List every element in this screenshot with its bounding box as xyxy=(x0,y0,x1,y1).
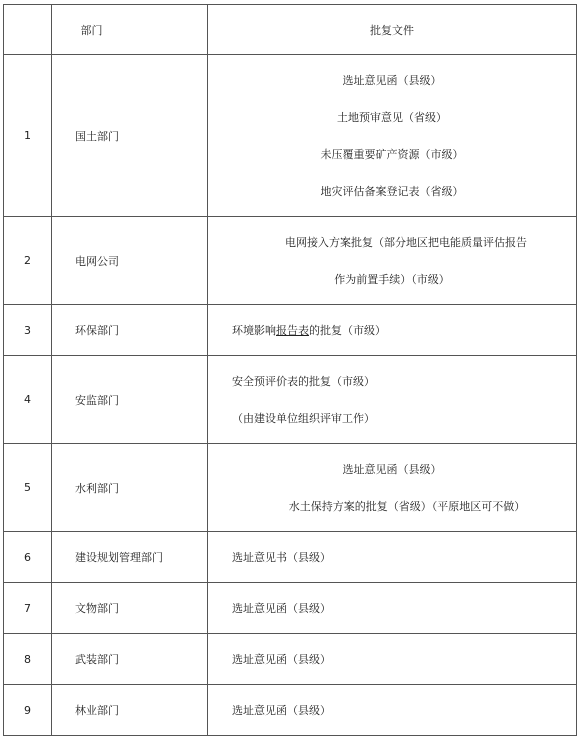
row-docs xyxy=(208,634,577,685)
doc-line: 安全预评价表的批复（市级） xyxy=(232,374,375,388)
row-docs xyxy=(208,583,577,634)
report-form-link[interactable]: 报告表 xyxy=(276,323,309,337)
row-num: 1 xyxy=(4,55,52,217)
table-row xyxy=(4,532,577,583)
doc-line: 选址意见函（县级） xyxy=(232,652,331,666)
doc-line xyxy=(208,312,576,349)
row-docs xyxy=(208,444,577,532)
table-row xyxy=(4,685,577,736)
row-docs xyxy=(208,217,577,305)
row-docs xyxy=(208,685,577,736)
row-dept: 国土部门 xyxy=(52,55,208,217)
row-num: 8 xyxy=(4,634,52,685)
table-row xyxy=(4,634,577,685)
row-dept: 武装部门 xyxy=(52,634,208,685)
table-row xyxy=(4,583,577,634)
row-num: 9 xyxy=(4,685,52,736)
header-num xyxy=(4,5,52,55)
row-dept: 安监部门 xyxy=(52,356,208,444)
row-dept: 环保部门 xyxy=(52,305,208,356)
row-num: 5 xyxy=(4,444,52,532)
table-row xyxy=(4,217,577,305)
row-docs xyxy=(208,55,577,217)
doc-line: 选址意见函（县级） xyxy=(232,601,331,615)
table-row xyxy=(4,55,577,217)
doc-text: 环境影响 xyxy=(232,323,276,337)
header-dept: 部门 xyxy=(52,5,208,55)
row-num: 2 xyxy=(4,217,52,305)
doc-line: 作为前置手续）（市级） xyxy=(334,272,450,286)
approval-table xyxy=(3,4,577,736)
table-row xyxy=(4,356,577,444)
doc-line: 选址意见函（县级） xyxy=(342,462,442,476)
doc-line: （由建设单位组织评审工作） xyxy=(232,411,375,425)
header-row xyxy=(4,5,577,55)
doc-line: 电网接入方案批复（部分地区把电能质量评估报告 xyxy=(285,235,527,249)
table-row xyxy=(4,305,577,356)
row-num: 7 xyxy=(4,583,52,634)
row-dept: 电网公司 xyxy=(52,217,208,305)
doc-line: 选址意见函（县级） xyxy=(342,73,442,87)
row-num: 4 xyxy=(4,356,52,444)
doc-line: 水土保持方案的批复（省级）（平原地区可不做） xyxy=(288,499,526,513)
row-dept: 林业部门 xyxy=(52,685,208,736)
doc-line: 选址意见书（县级） xyxy=(232,550,331,564)
row-num: 3 xyxy=(4,305,52,356)
row-docs xyxy=(208,532,577,583)
header-doc: 批复文件 xyxy=(208,5,577,55)
doc-line: 土地预审意见（省级） xyxy=(337,110,447,124)
row-docs xyxy=(208,356,577,444)
row-dept: 水利部门 xyxy=(52,444,208,532)
row-dept: 建设规划管理部门 xyxy=(52,532,208,583)
table-row xyxy=(4,444,577,532)
doc-text: 的批复（市级） xyxy=(309,323,386,337)
doc-line: 选址意见函（县级） xyxy=(232,703,331,717)
row-dept: 文物部门 xyxy=(52,583,208,634)
doc-line: 未压覆重要矿产资源（市级） xyxy=(320,147,464,161)
doc-line: 地灾评估备案登记表（省级） xyxy=(320,184,464,198)
row-num: 6 xyxy=(4,532,52,583)
row-docs xyxy=(208,305,577,356)
